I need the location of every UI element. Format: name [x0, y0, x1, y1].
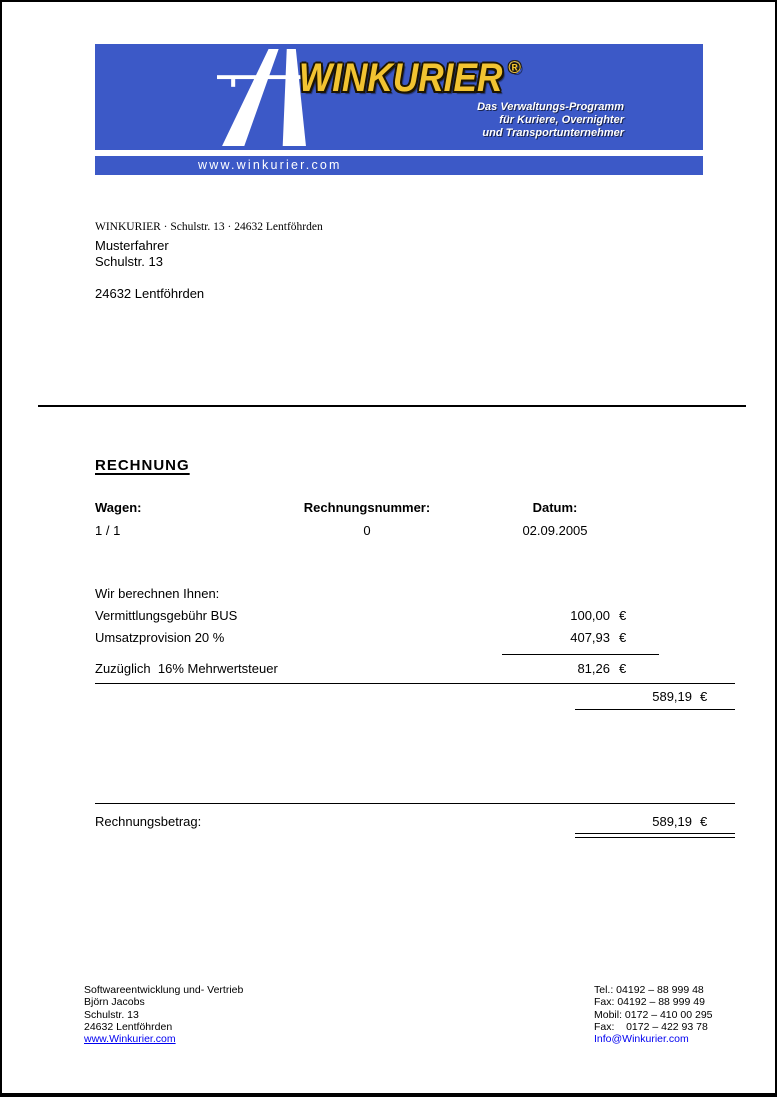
line-item-amount: 407,93: [570, 630, 610, 645]
total-top-rule: [95, 683, 735, 684]
items-intro-text: Wir berechnen Ihnen:: [95, 586, 220, 601]
tagline-line: Das Verwaltungs-Programm: [477, 101, 624, 113]
tagline-line: für Kuriere, Overnighter: [499, 113, 624, 126]
footer-contact-block: [594, 984, 713, 1045]
footer-company-block: [84, 984, 243, 1045]
footer-email-link[interactable]: Info@Winkurier.com: [594, 1033, 689, 1046]
footer-company-line: 24632 Lentföhrden: [84, 1020, 173, 1033]
euro-sign: €: [619, 661, 627, 676]
fold-separator-line: [38, 405, 746, 407]
tax-row: [95, 661, 735, 677]
invoice-number-label: Rechnungsnummer:: [303, 500, 431, 515]
footer-contact-line: Fax: 04192 – 88 999 49: [594, 996, 705, 1009]
footer-company-line: Björn Jacobs: [84, 996, 145, 1009]
line-item: [95, 608, 735, 624]
invoice-title: RECHNUNG: [95, 457, 190, 474]
footer-company-line: Schulstr. 13: [84, 1008, 139, 1021]
tax-label: Zuzüglich 16% Mehrwertsteuer: [95, 661, 278, 676]
brand-logo-text: WINKURIER: [299, 56, 503, 100]
date-value: 02.09.2005: [522, 523, 588, 538]
date-column: [465, 500, 645, 538]
items-subtotal-rule: [502, 654, 659, 655]
registered-trademark-icon: ®: [508, 58, 521, 77]
line-item-label: Vermittlungsgebühr BUS: [95, 608, 238, 623]
line-item-label: Umsatzprovision 20 %: [95, 630, 225, 645]
wagen-value: 1 / 1: [95, 523, 121, 538]
footer-website-link[interactable]: www.Winkurier.com: [84, 1033, 176, 1046]
invoice-amount-label: Rechnungsbetrag:: [95, 814, 202, 829]
website-banner-bar: [95, 156, 703, 175]
grand-total-bottom-rule: [575, 709, 735, 710]
wagen-column: [95, 500, 141, 538]
brand-logo: [299, 58, 543, 98]
date-label: Datum:: [532, 500, 578, 515]
invoice-info-row: [95, 500, 735, 545]
invoice-amount-row: [95, 814, 735, 830]
recipient-city: 24632 Lentföhrden: [95, 286, 205, 301]
brand-tagline: [477, 101, 624, 139]
footer-contact-line: Fax: 0172 – 422 93 78: [594, 1020, 708, 1033]
footer-contact-line: Tel.: 04192 – 88 999 48: [594, 984, 704, 996]
grand-total-row: [95, 689, 735, 705]
grand-total-amount: 589,19: [652, 689, 692, 704]
wagen-label: Wagen:: [95, 500, 142, 515]
euro-sign: €: [700, 689, 708, 704]
brand-banner: [95, 44, 703, 150]
tagline-line: und Transportunternehmer: [482, 126, 624, 139]
euro-sign: €: [619, 608, 627, 623]
invoice-number-value: 0: [363, 523, 371, 538]
tax-amount: 81,26: [577, 661, 610, 676]
euro-sign: €: [700, 814, 708, 829]
footer-company-line: Softwareentwicklung und- Vertrieb: [84, 984, 244, 996]
footer-contact-line: Mobil: 0172 – 410 00 295: [594, 1008, 713, 1021]
sender-return-address: WINKURIER · Schulstr. 13 · 24632 Lentföhrden: [95, 221, 323, 233]
line-item-amount: 100,00: [570, 608, 610, 623]
recipient-street: Schulstr. 13: [95, 254, 163, 269]
recipient-name: Musterfahrer: [95, 238, 169, 253]
betrag-top-rule: [95, 803, 735, 804]
line-item: [95, 630, 735, 646]
invoice-number-column: [272, 500, 462, 538]
euro-sign: €: [619, 630, 627, 645]
invoice-amount-value: 589,19: [652, 814, 692, 829]
website-banner-text: www.winkurier.com: [198, 158, 342, 172]
invoice-amount-double-underline: [575, 833, 735, 838]
highway-logo-icon: [217, 49, 310, 146]
